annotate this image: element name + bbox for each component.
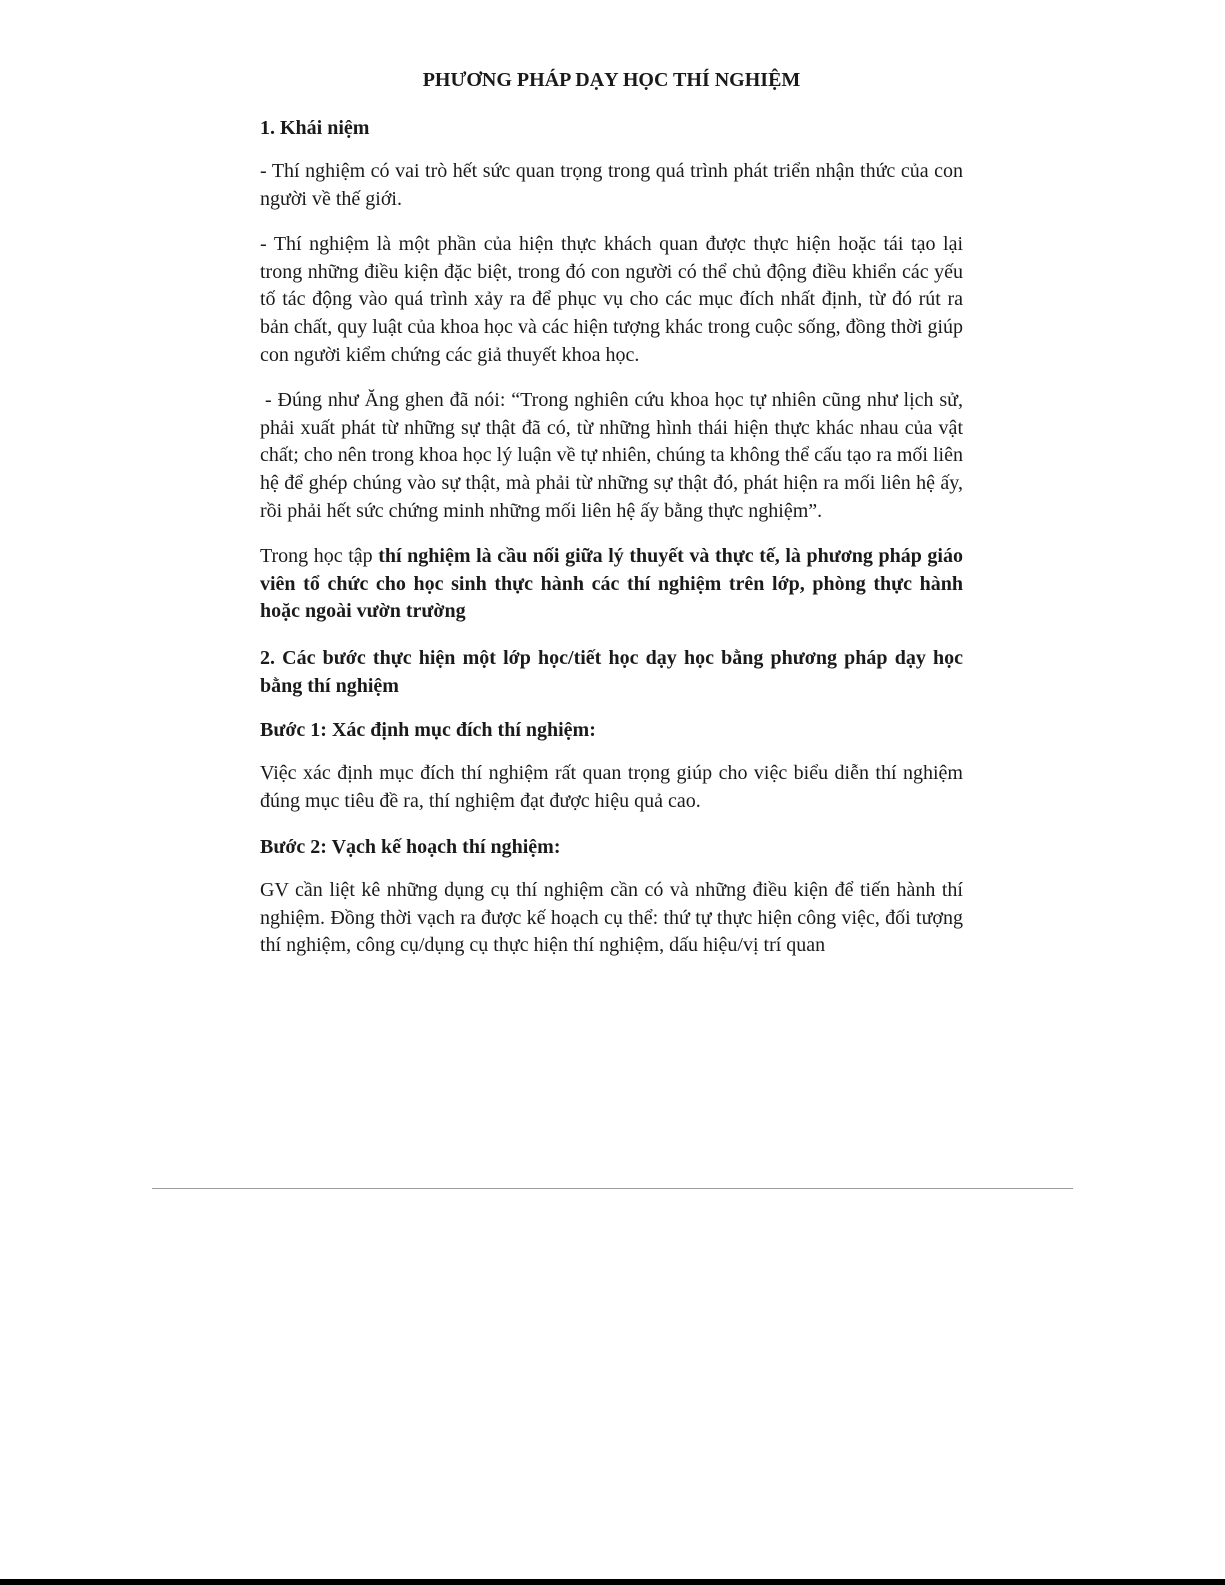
bottom-edge-bar bbox=[0, 1579, 1225, 1585]
step-1-heading: Bước 1: Xác định mục đích thí nghiệm: bbox=[260, 718, 596, 741]
section-2-heading: 2. Các bước thực hiện một lớp học/tiết học dạy học bằng phương pháp dạy học bằng thí nghiệm bbox=[260, 646, 963, 697]
section-1-paragraph-2: - Thí nghiệm là một phần của hiện thực khách quan được thực hiện hoặc tái tạo lại trong những điều kiện đặc biệt, trong đó con người có thể chủ động điều khiển các yếu tố tác động vào quá trình xảy ra để phục vụ cho các mục đích nhất định, từ đó rút ra bản chất, quy luật của khoa học và các hiện tượng khác trong cuộc sống, đồng thời giúp con người kiểm chứng các giả thuyết khoa học. bbox=[260, 233, 963, 366]
step-2-heading: Bước 2: Vạch kế hoạch thí nghiệm: bbox=[260, 836, 561, 859]
step-2-text: GV cần liệt kê những dụng cụ thí nghiệm cần có và những điều kiện để tiến hành thí nghiệm. Đồng thời vạch ra được kế hoạch cụ thể: thứ tự thực hiện công việc, đối tượng thí nghiệm, công cụ/dụng cụ thực hiện thí nghiệm, dấu hiệu/vị trí quan bbox=[260, 879, 963, 957]
section-1-paragraph-3: - Đúng như Ăng ghen đã nói: “Trong nghiên cứu khoa học tự nhiên cũng như lịch sử, phải xuất phát từ những sự thật đã có, từ những hình thái hiện thực khác nhau của vật chất; cho nên trong khoa học lý luận về tự nhiên, chúng ta không thể cấu tạo ra mối liên hệ để ghép chúng vào sự thật, mà phải từ những sự thật đó, phát hiện ra mối liên hệ ấy, rồi phải hết sức chứng minh những mối liên hệ ấy bằng thực nghiệm”. bbox=[260, 389, 963, 522]
section-1-heading: 1. Khái niệm bbox=[260, 117, 370, 139]
document-page bbox=[260, 66, 963, 978]
step-1-text: Việc xác định mục đích thí nghiệm rất quan trọng giúp cho việc biểu diễn thí nghiệm đúng mục tiêu đề ra, thí nghiệm đạt được hiệu quả cao. bbox=[260, 761, 963, 812]
paragraph-4-lead: Trong học tập bbox=[260, 545, 379, 568]
paragraph-4-bold: thí nghiệm là cầu nối giữa lý thuyết và thực tế, là phương pháp giáo viên tổ chức cho học sinh thực hành các thí nghiệm trên lớp, phòng thực hành hoặc ngoài vườn trường bbox=[260, 545, 963, 623]
section-1-paragraph-1: - Thí nghiệm có vai trò hết sức quan trọng trong quá trình phát triển nhận thức của con người về thế giới. bbox=[260, 160, 963, 210]
section-1-paragraph-4 bbox=[260, 543, 963, 626]
document-title: PHƯƠNG PHÁP DẠY HỌC THÍ NGHIỆM bbox=[422, 69, 801, 91]
page-divider bbox=[152, 1188, 1073, 1189]
